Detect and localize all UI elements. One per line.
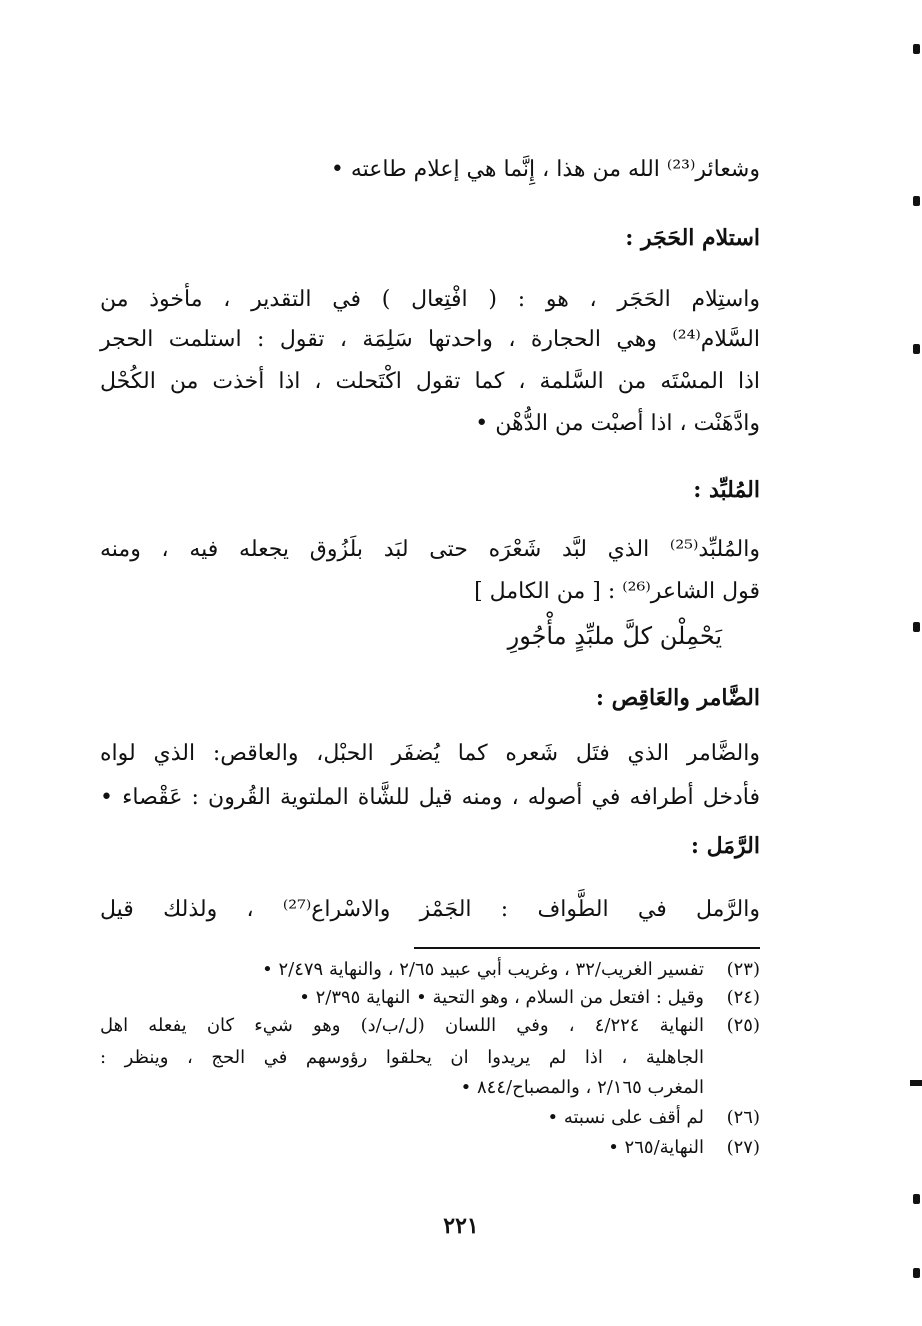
- body-line: والضَّامر الذي فتَل شَعره كما يُضفَر الحبْل، والعاقص: الذي لواه: [100, 741, 760, 766]
- margin-mark: [913, 1268, 920, 1278]
- body-line: فأدخل أطرافه في أصوله ، ومنه قيل للشَّاة الملتوية القُرون : عَقْصاء •: [100, 785, 760, 810]
- body-line: قول الشاعر⁽²⁶⁾ : [ من الكامل ]: [474, 579, 760, 604]
- body-line: والمُلبِّد⁽²⁵⁾ الذي لبَّد شَعْرَه حتى لبَد بلَزُوق يجعله فيه ، ومنه: [100, 537, 760, 562]
- section-heading: المُلبِّد :: [693, 477, 760, 503]
- footnote-number: (٢٦): [726, 1107, 760, 1128]
- body-line: اذا المسْتَه من السَّلمة ، كما تقول اكْتَحلت ، اذا أخذت من الكُحْل: [100, 369, 760, 394]
- margin-mark: [913, 1194, 920, 1204]
- section-heading: استلام الحَجَر :: [625, 225, 760, 251]
- footnote-divider: [414, 947, 760, 949]
- margin-mark: [910, 1080, 922, 1086]
- margin-mark: [913, 44, 920, 54]
- footnote-text: لم أقف على نسبته •: [547, 1107, 704, 1128]
- footnote-text: الجاهلية ، اذا لم يريدوا ان يحلقوا رؤوسهم في الحج ، وينظر :: [100, 1047, 704, 1068]
- footnote-text: النهاية ٤/٢٢٤ ، وفي اللسان (ل/ب/د) وهو شيء كان يفعله اهل: [100, 1015, 704, 1036]
- footnote-text: وقيل : افتعل من السلام ، وهو التحية • النهاية ٢/٣٩٥ •: [299, 987, 704, 1008]
- body-line: وادَّهَنْت ، اذا أصبْت من الدُّهْن •: [475, 411, 760, 436]
- footnote-continuation: [100, 1046, 760, 1070]
- footnote-number: (٢٥): [726, 1015, 760, 1036]
- footnote: [100, 958, 760, 982]
- footnote: [100, 1014, 760, 1038]
- footnote-number: (٢٣): [726, 959, 760, 980]
- footnote: [100, 1106, 760, 1130]
- footnote-text: المغرب ٢/١٦٥ ، والمصباح/٨٤٤ •: [460, 1077, 704, 1098]
- page-number: ٢٢١: [443, 1213, 479, 1239]
- footnote: [100, 986, 760, 1010]
- footnote-text: النهاية/٢٦٥ •: [608, 1137, 704, 1158]
- body-line: السَّلام⁽²⁴⁾ وهي الحجارة ، واحدتها سَلِمَة ، تقول : استلمت الحجر: [100, 327, 760, 352]
- margin-mark: [913, 196, 920, 206]
- footnote-continuation: [100, 1076, 760, 1100]
- footnote-number: (٢٧): [726, 1137, 760, 1158]
- footnote-text: تفسير الغريب/٣٢ ، وغريب أبي عبيد ٢/٦٥ ، والنهاية ٢/٤٧٩ •: [262, 959, 704, 980]
- poetry-verse: يَحْمِلْن كلَّ ملبِّدٍ مأْجُورِ: [507, 622, 722, 650]
- footnote: [100, 1136, 760, 1160]
- footnote-number: (٢٤): [726, 987, 760, 1008]
- body-line: وشعائر⁽²³⁾ الله من هذا ، إِنَّما هي إعلام طاعته •: [330, 157, 760, 182]
- margin-mark: [913, 622, 920, 632]
- section-heading: الرَّمَل :: [690, 833, 760, 859]
- section-heading: الضَّامر والعَاقِص :: [595, 685, 760, 711]
- body-line: والرَّمل في الطَّواف : الجَمْز والاسْراع⁽²⁷⁾ ، ولذلك قيل: [100, 897, 760, 922]
- margin-mark: [913, 344, 920, 354]
- body-line: واستِلام الحَجَر ، هو : ( افْتِعال ) في التقدير ، مأخوذ من: [100, 287, 760, 312]
